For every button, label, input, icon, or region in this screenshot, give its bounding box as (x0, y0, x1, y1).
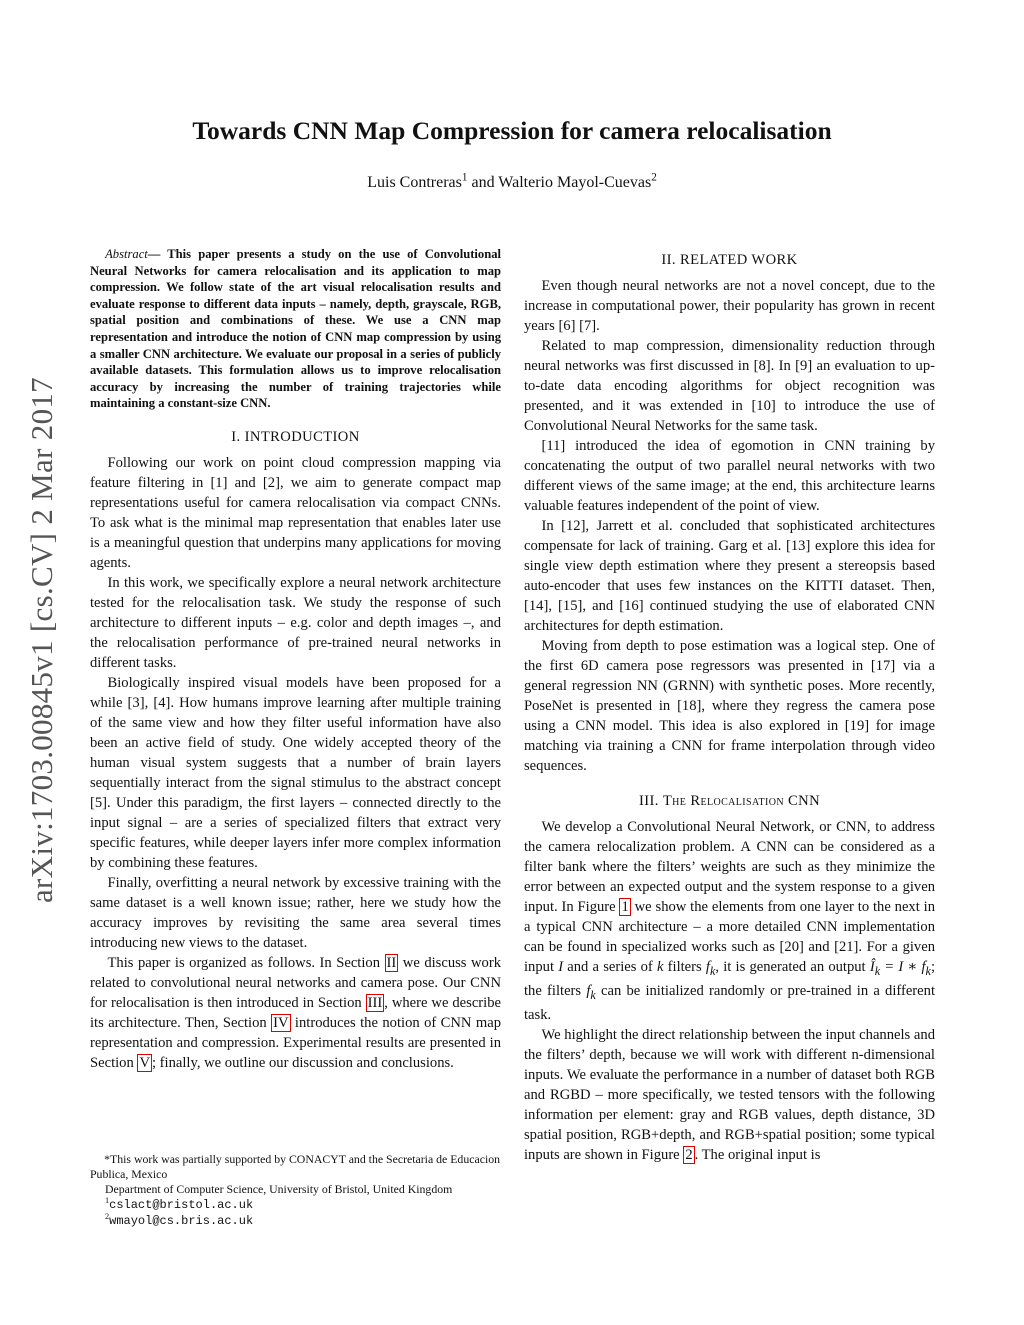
paper-title: Towards CNN Map Compression for camera relocalisation (192, 116, 832, 145)
math-subscript: k (590, 987, 596, 1002)
math-subscript: k (925, 963, 931, 978)
text-run: We highlight the direct relationship between the input channels and the filters’ depth, because we will work with different n-dimensional inputs. We evaluate the performance in a number of dataset both RGB and RGBD – more specifically, we tested tensors with the following information per element: gray and RGB values, depth distance, 3D spatial position, RGB+depth, and RGB+spatial position; some typical inputs are shown in Figure (524, 1026, 935, 1163)
math-symbol: k (656, 959, 664, 975)
text-run: ; finally, we outline our discussion and conclusions. (151, 1054, 454, 1071)
intro-paragraph-5 (90, 953, 501, 1073)
math-subscript: k (709, 963, 716, 978)
abstract-dash: — (147, 247, 168, 261)
math-equation: = I ∗ f (880, 959, 926, 975)
heading-number: III. (638, 793, 663, 809)
text-run: . The original input is (694, 1146, 821, 1163)
text-run: This paper is organized as follows. In Section (107, 954, 385, 971)
text-run: and a series of (563, 959, 657, 975)
section-link-ii[interactable]: II (386, 954, 397, 971)
footnote-email-1 (90, 1197, 508, 1213)
cnn-paragraph-1 (524, 817, 935, 1025)
text-run: filters (663, 959, 706, 975)
abstract-label: Abstract (105, 247, 148, 261)
math-symbol: I (558, 959, 564, 975)
arxiv-stamp: arXiv:1703.00845v1 [cs.CV] 2 Mar 2017 (24, 377, 59, 903)
related-paragraph-5: Moving from depth to pose estimation was a logical step. One of the first 6D camera pose regressors was presented in [17] via a general regression NN (GRNN) with synthetic poses. More recently, PoseNet is presented in [18], where they regress the camera pose using a CNN model. This idea is also explored in [19] for image matching via training a CNN for frame interpolation through video sequences. (524, 638, 935, 774)
author-2-affiliation: 2 (651, 171, 657, 184)
text-run: introduces the notion of CNN map representation and compression. Experimental results are presented in Section (90, 1014, 502, 1071)
email-link-1[interactable]: cslact@bristol.ac.uk (109, 1198, 254, 1212)
footnote-marker: 2 (105, 1212, 110, 1222)
text-run: we show the elements from one layer to the next in a typical CNN architecture – a more detailed CNN implementation can be found in specialized works such as [20] and [21]. For a given input (524, 899, 935, 975)
section-link-iii[interactable]: III (367, 994, 383, 1011)
related-paragraph-2: Related to map compression, dimensionality reduction through neural networks was first discussed in [8]. In [9] an evaluation to up-to-date data encoding algorithms for object recognition was presented, and it was extended in [10] to introduce the use of Convolutional Neural Networks for the same task. (524, 338, 935, 434)
intro-paragraph-1: Following our work on point cloud compression mapping via feature filtering in [1] and [2], we aim to generate compact map representations useful for camera relocalisation via compact CNNs. To ask what is the minimal map representation that enables later use is a meaningful question that underpins many applications for moving agents. (90, 454, 501, 571)
intro-paragraph-4: Finally, overfitting a neural network by excessive training with the same dataset is a well known issue; rather, here we study how the accuracy improves by revisiting the same area several times introducing new views to the dataset. (90, 874, 501, 951)
intro-paragraph-2: In this work, we specifically explore a neural network architecture tested for the relocalisation task. We study the response of such architecture to different inputs – e.g. color and depth images –, and the relocalisation performance of pre-trained neural networks in different tasks. (90, 574, 501, 671)
author-conjunction: and (471, 174, 495, 191)
intro-paragraph-3: Biologically inspired visual models have been proposed for a while [3], [4]. How humans improve learning after multiple training of the same view and how they filter useful information have also been an active field of study. One widely accepted theory of the human visual system suggests that a number of brain layers sequentially interact from the signal stimulus to the abstract concept [5]. Under this paradigm, the first layers – connected directly to the input signal – are a series of specialized filters that extract very specific features, while deeper layers infer more complex information by combining these features. (90, 674, 501, 871)
text-run: We develop a Convolutional Neural Network, or CNN, to address the camera relocalization problem. A CNN can be considered as a filter bank where the filters’ weights are such as they minimize the error between an expected output and the system response to a given input. In Figure (524, 819, 935, 915)
related-paragraph-4: In [12], Jarrett et al. concluded that sophisticated architectures compensate for lack of training. Garg et al. [13] explore this idea for single view depth estimation where they present a stereopsis based auto-encoder that uses few instances on the KITTI dataset. Then, [14], [15], and [16] continued studying the use of elaborated CNN architectures for depth estimation. (524, 518, 935, 634)
math-subscript: k (874, 963, 881, 978)
author-1-affiliation: 1 (461, 171, 468, 184)
related-paragraph-1: Even though neural networks are not a novel concept, due to the increase in computational power, their popularity has grown in recent years [6] [7]. (524, 278, 935, 334)
email-link-2[interactable]: wmayol@cs.bris.ac.uk (109, 1214, 254, 1228)
author-1: Luis Contreras (367, 174, 462, 191)
footnote-department: Department of Computer Science, University of Bristol, United Kingdom (105, 1182, 453, 1196)
section-heading-relocalisation-cnn (524, 791, 935, 811)
left-column (90, 246, 501, 1073)
section-link-v[interactable]: V (139, 1054, 150, 1071)
author-2: Walterio Mayol-Cuevas (498, 174, 652, 191)
text-run: , where we describe its architecture. Then, Section (90, 994, 502, 1031)
text-run: we discuss work related to convolutional neural networks and camera pose. Our CNN for relocalisation is then introduced in Section (90, 954, 501, 1011)
math-symbol: f (586, 982, 591, 999)
math-symbol: f (705, 959, 710, 975)
math-symbol: Î (869, 959, 875, 975)
text-run: , it is generated an output (715, 959, 870, 975)
figure-link-2[interactable]: 2 (685, 1146, 693, 1163)
footnote-support: *This work was partially supported by CONACYT and the Secretaria de Educacion Publica, Mexico (90, 1152, 501, 1181)
related-paragraph-3: [11] introduced the idea of egomotion in CNN training by concatenating the output of two parallel neural networks with two different views of the same image; at the end, this architecture learns valuable features independent of the point of view. (524, 438, 935, 514)
footnote-marker: 1 (105, 1196, 110, 1206)
text-run: ; the filters (524, 959, 936, 999)
footnotes (90, 1152, 508, 1229)
abstract (90, 246, 501, 412)
cnn-paragraph-2 (524, 1025, 935, 1165)
figure-link-1[interactable]: 1 (621, 899, 629, 915)
right-column (524, 246, 935, 1165)
section-link-iv[interactable]: IV (273, 1014, 289, 1031)
heading-text: The Relocalisation CNN (662, 793, 821, 809)
author-line (0, 171, 1024, 192)
section-heading-introduction: I. INTRODUCTION (231, 428, 360, 445)
abstract-text: This paper presents a study on the use of Convolutional Neural Networks for camera relocalisation and its application to map compression. We follow state of the art visual relocalisation results and evaluate response to different data inputs – namely, depth, grayscale, RGB, spatial position and combinations of these. We use a CNN map representation and introduce the notion of CNN map compression by using a smaller CNN architecture. We evaluate our proposal in a series of publicly available datasets. This formulation allows us to improve relocalisation accuracy by increasing the number of training trajectories while maintaining a constant-size CNN. (90, 247, 501, 411)
section-heading-related-work: II. RELATED WORK (661, 252, 798, 268)
footnote-email-2 (90, 1213, 508, 1229)
text-run: can be initialized randomly or pre-trained in a different task. (524, 982, 935, 1023)
